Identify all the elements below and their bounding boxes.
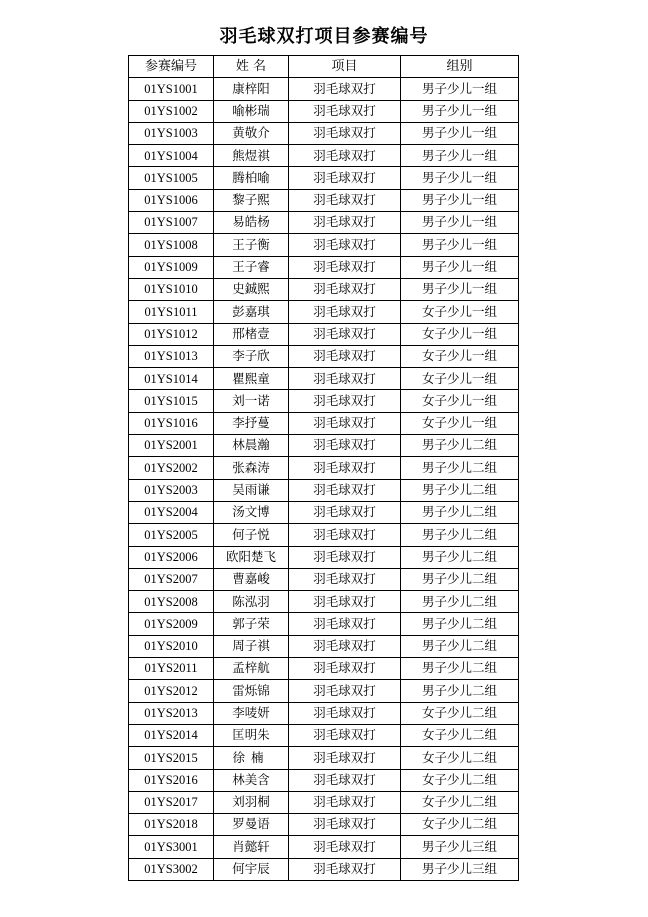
name-cell: 匡明朱: [214, 724, 289, 746]
entry-number-cell: 01YS2017: [129, 791, 214, 813]
name-cell: 林晨瀚: [214, 435, 289, 457]
table-row: [129, 479, 519, 501]
group-cell: 女子少儿二组: [401, 814, 519, 836]
name-cell: 刘一诺: [214, 390, 289, 412]
group-cell: 男子少儿三组: [401, 836, 519, 858]
group-cell: 男子少儿二组: [401, 501, 519, 523]
name-cell: 李唛妍: [214, 702, 289, 724]
header-event: 项目: [289, 56, 401, 78]
event-cell: 羽毛球双打: [289, 501, 401, 523]
group-cell: 男子少儿一组: [401, 122, 519, 144]
page-title: 羽毛球双打项目参赛编号: [219, 26, 429, 47]
table-row: [129, 724, 519, 746]
group-cell: 男子少儿二组: [401, 613, 519, 635]
entry-number-cell: 01YS1008: [129, 234, 214, 256]
table-row: [129, 702, 519, 724]
entry-number-cell: 01YS2002: [129, 457, 214, 479]
roster-body: [129, 78, 519, 881]
group-cell: 男子少儿一组: [401, 145, 519, 167]
name-cell: 何宇辰: [214, 858, 289, 880]
entry-number-cell: 01YS1004: [129, 145, 214, 167]
table-row: [129, 234, 519, 256]
event-cell: 羽毛球双打: [289, 212, 401, 234]
event-cell: 羽毛球双打: [289, 323, 401, 345]
table-row: [129, 323, 519, 345]
entry-number-cell: 01YS1016: [129, 412, 214, 434]
event-cell: 羽毛球双打: [289, 167, 401, 189]
event-cell: 羽毛球双打: [289, 680, 401, 702]
group-cell: 男子少儿二组: [401, 568, 519, 590]
group-cell: 女子少儿一组: [401, 345, 519, 367]
group-cell: 女子少儿一组: [401, 368, 519, 390]
entry-number-cell: 01YS2015: [129, 747, 214, 769]
entry-number-cell: 01YS2016: [129, 769, 214, 791]
name-cell: 郭子荣: [214, 613, 289, 635]
event-cell: 羽毛球双打: [289, 613, 401, 635]
entry-number-cell: 01YS1014: [129, 368, 214, 390]
entry-number-cell: 01YS2005: [129, 524, 214, 546]
name-cell: 腾柏喻: [214, 167, 289, 189]
entry-number-cell: 01YS1002: [129, 100, 214, 122]
event-cell: 羽毛球双打: [289, 546, 401, 568]
entry-number-cell: 01YS2018: [129, 814, 214, 836]
event-cell: 羽毛球双打: [289, 278, 401, 300]
event-cell: 羽毛球双打: [289, 591, 401, 613]
entry-number-cell: 01YS3002: [129, 858, 214, 880]
table-row: [129, 836, 519, 858]
table-row: [129, 145, 519, 167]
entry-number-cell: 01YS1013: [129, 345, 214, 367]
table-row: [129, 858, 519, 880]
name-cell: 雷烁锦: [214, 680, 289, 702]
table-row: [129, 122, 519, 144]
name-cell: 易皓杨: [214, 212, 289, 234]
table-row: [129, 167, 519, 189]
group-cell: 男子少儿二组: [401, 435, 519, 457]
roster-table: [128, 55, 519, 881]
entry-number-cell: 01YS2004: [129, 501, 214, 523]
name-cell: 瞿熙童: [214, 368, 289, 390]
name-cell: 林美含: [214, 769, 289, 791]
name-cell: 周子祺: [214, 635, 289, 657]
table-row: [129, 658, 519, 680]
group-cell: 女子少儿一组: [401, 301, 519, 323]
table-row: [129, 524, 519, 546]
entry-number-cell: 01YS1012: [129, 323, 214, 345]
event-cell: 羽毛球双打: [289, 858, 401, 880]
entry-number-cell: 01YS1011: [129, 301, 214, 323]
table-row: [129, 747, 519, 769]
group-cell: 女子少儿二组: [401, 702, 519, 724]
group-cell: 男子少儿二组: [401, 524, 519, 546]
name-cell: 吴雨谦: [214, 479, 289, 501]
name-cell: 喻彬瑞: [214, 100, 289, 122]
table-row: [129, 100, 519, 122]
entry-number-cell: 01YS2014: [129, 724, 214, 746]
name-cell: 彭嘉琪: [214, 301, 289, 323]
event-cell: 羽毛球双打: [289, 747, 401, 769]
entry-number-cell: 01YS1006: [129, 189, 214, 211]
event-cell: 羽毛球双打: [289, 100, 401, 122]
entry-number-cell: 01YS1010: [129, 278, 214, 300]
group-cell: 男子少儿二组: [401, 658, 519, 680]
name-cell: 欧阳楚飞: [214, 546, 289, 568]
group-cell: 男子少儿二组: [401, 680, 519, 702]
group-cell: 女子少儿二组: [401, 747, 519, 769]
event-cell: 羽毛球双打: [289, 769, 401, 791]
event-cell: 羽毛球双打: [289, 724, 401, 746]
table-row: [129, 591, 519, 613]
name-cell: 罗曼语: [214, 814, 289, 836]
table-row: [129, 769, 519, 791]
name-cell: 史鋮熙: [214, 278, 289, 300]
group-cell: 男子少儿二组: [401, 479, 519, 501]
table-row: [129, 501, 519, 523]
event-cell: 羽毛球双打: [289, 479, 401, 501]
header-name: 姓 名: [214, 56, 289, 78]
entry-number-cell: 01YS2001: [129, 435, 214, 457]
table-row: [129, 278, 519, 300]
table-row: [129, 368, 519, 390]
entry-number-cell: 01YS2007: [129, 568, 214, 590]
name-cell: 康梓阳: [214, 78, 289, 100]
event-cell: 羽毛球双打: [289, 412, 401, 434]
event-cell: 羽毛球双打: [289, 814, 401, 836]
group-cell: 男子少儿一组: [401, 278, 519, 300]
event-cell: 羽毛球双打: [289, 435, 401, 457]
event-cell: 羽毛球双打: [289, 189, 401, 211]
event-cell: 羽毛球双打: [289, 635, 401, 657]
group-cell: 男子少儿二组: [401, 635, 519, 657]
table-row: [129, 814, 519, 836]
event-cell: 羽毛球双打: [289, 457, 401, 479]
event-cell: 羽毛球双打: [289, 78, 401, 100]
event-cell: 羽毛球双打: [289, 256, 401, 278]
group-cell: 男子少儿二组: [401, 591, 519, 613]
group-cell: 女子少儿一组: [401, 412, 519, 434]
group-cell: 男子少儿二组: [401, 546, 519, 568]
event-cell: 羽毛球双打: [289, 836, 401, 858]
group-cell: 男子少儿三组: [401, 858, 519, 880]
table-row: [129, 412, 519, 434]
event-cell: 羽毛球双打: [289, 702, 401, 724]
entry-number-cell: 01YS2003: [129, 479, 214, 501]
group-cell: 男子少儿一组: [401, 189, 519, 211]
name-cell: 汤文博: [214, 501, 289, 523]
name-cell: 王子睿: [214, 256, 289, 278]
table-row: [129, 212, 519, 234]
table-row: [129, 680, 519, 702]
event-cell: 羽毛球双打: [289, 345, 401, 367]
header-group: 组别: [401, 56, 519, 78]
group-cell: 女子少儿二组: [401, 791, 519, 813]
event-cell: 羽毛球双打: [289, 145, 401, 167]
event-cell: 羽毛球双打: [289, 122, 401, 144]
group-cell: 男子少儿一组: [401, 78, 519, 100]
event-cell: 羽毛球双打: [289, 568, 401, 590]
name-cell: 陈泓羽: [214, 591, 289, 613]
table-row: [129, 189, 519, 211]
name-cell: 肖懿轩: [214, 836, 289, 858]
group-cell: 女子少儿二组: [401, 724, 519, 746]
group-cell: 女子少儿一组: [401, 390, 519, 412]
group-cell: 男子少儿二组: [401, 457, 519, 479]
table-row: [129, 301, 519, 323]
entry-number-cell: 01YS2013: [129, 702, 214, 724]
entry-number-cell: 01YS2008: [129, 591, 214, 613]
entry-number-cell: 01YS1003: [129, 122, 214, 144]
event-cell: 羽毛球双打: [289, 524, 401, 546]
name-cell: 刘羽桐: [214, 791, 289, 813]
name-cell: 李子欣: [214, 345, 289, 367]
entry-number-cell: 01YS2006: [129, 546, 214, 568]
name-cell: 黄敬介: [214, 122, 289, 144]
entry-number-cell: 01YS1015: [129, 390, 214, 412]
table-row: [129, 546, 519, 568]
name-cell: 李抒蔓: [214, 412, 289, 434]
table-row: [129, 635, 519, 657]
name-cell: 孟梓航: [214, 658, 289, 680]
event-cell: 羽毛球双打: [289, 234, 401, 256]
table-row: [129, 613, 519, 635]
entry-number-cell: 01YS1009: [129, 256, 214, 278]
table-row: [129, 568, 519, 590]
event-cell: 羽毛球双打: [289, 368, 401, 390]
group-cell: 男子少儿一组: [401, 100, 519, 122]
entry-number-cell: 01YS1001: [129, 78, 214, 100]
entry-number-cell: 01YS1005: [129, 167, 214, 189]
name-cell: 王子衡: [214, 234, 289, 256]
entry-number-cell: 01YS3001: [129, 836, 214, 858]
event-cell: 羽毛球双打: [289, 390, 401, 412]
event-cell: 羽毛球双打: [289, 658, 401, 680]
table-row: [129, 345, 519, 367]
group-cell: 男子少儿一组: [401, 212, 519, 234]
group-cell: 女子少儿一组: [401, 323, 519, 345]
table-header-row: [129, 56, 519, 78]
name-cell: 何子悦: [214, 524, 289, 546]
table-row: [129, 256, 519, 278]
table-row: [129, 78, 519, 100]
group-cell: 女子少儿二组: [401, 769, 519, 791]
group-cell: 男子少儿一组: [401, 256, 519, 278]
event-cell: 羽毛球双打: [289, 791, 401, 813]
name-cell: 黎子熙: [214, 189, 289, 211]
group-cell: 男子少儿一组: [401, 167, 519, 189]
entry-number-cell: 01YS2011: [129, 658, 214, 680]
table-row: [129, 457, 519, 479]
table-row: [129, 435, 519, 457]
table-row: [129, 791, 519, 813]
name-cell: 徐楠: [214, 747, 289, 769]
name-cell: 熊煜祺: [214, 145, 289, 167]
table-row: [129, 390, 519, 412]
header-entry-number: 参赛编号: [129, 56, 214, 78]
name-cell: 邢楮壹: [214, 323, 289, 345]
event-cell: 羽毛球双打: [289, 301, 401, 323]
entry-number-cell: 01YS2010: [129, 635, 214, 657]
entry-number-cell: 01YS1007: [129, 212, 214, 234]
group-cell: 男子少儿一组: [401, 234, 519, 256]
entry-number-cell: 01YS2009: [129, 613, 214, 635]
entry-number-cell: 01YS2012: [129, 680, 214, 702]
name-cell: 张森涛: [214, 457, 289, 479]
name-cell: 曹嘉峻: [214, 568, 289, 590]
